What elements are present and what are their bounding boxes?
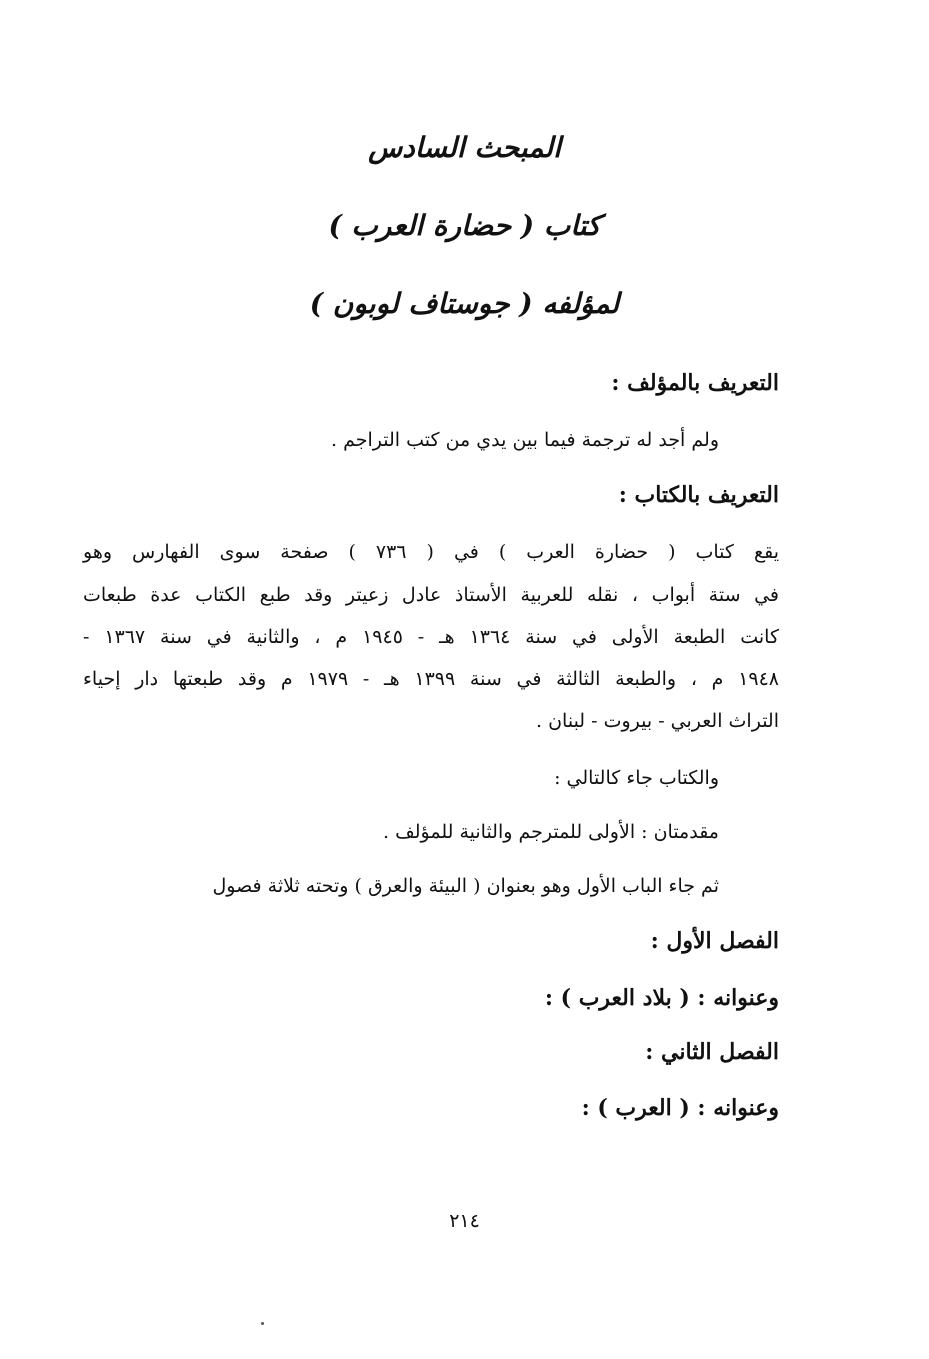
chapter-heading: الفصل الثاني : xyxy=(645,1039,779,1065)
chapter-title: وعنوانه : ( العرب ) : xyxy=(581,1095,779,1121)
author-intro-heading: التعريف بالمؤلف : xyxy=(611,370,779,396)
page-number: ٢١٤ xyxy=(449,1210,480,1232)
book-title: كتاب ( حضارة العرب ) xyxy=(328,209,601,242)
chapter-heading: الفصل الأول : xyxy=(650,928,779,954)
chapter-title: وعنوانه : ( بلاد العرب ) : xyxy=(544,985,779,1011)
structure-intro: والكتاب جاء كالتالي : xyxy=(554,767,719,789)
paragraph-line: كانت الطبعة الأولى في سنة ١٣٦٤ هـ - ١٩٤٥ م ، والثانية في سنة ١٣٦٧ - xyxy=(83,626,779,648)
scan-speck xyxy=(261,1322,264,1325)
paragraph-line: يقع كتاب ( حضارة العرب ) في ( ٧٣٦ ) صفحة سوى الفهارس وهو xyxy=(83,541,779,563)
book-intro-heading: التعريف بالكتاب : xyxy=(618,482,779,508)
paragraph-line: في ستة أبواب ، نقله للعربية الأستاذ عادل زعيتر وقد طبع الكتاب عدة طبعات xyxy=(83,584,779,606)
author-intro-text: ولم أجد له ترجمة فيما بين يدي من كتب التراجم . xyxy=(331,429,719,451)
section-title: المبحث السادس xyxy=(368,131,561,164)
paragraph-line: ١٩٤٨ م ، والطبعة الثالثة في سنة ١٣٩٩ هـ - ١٩٧٩ م وقد طبعتها دار إحياء xyxy=(83,668,780,690)
introductions-line: مقدمتان : الأولى للمترجم والثانية للمؤلف . xyxy=(383,821,719,843)
author-title: لمؤلفه ( جوستاف لوبون ) xyxy=(309,287,620,320)
paragraph-line: التراث العربي - بيروت - لبنان . xyxy=(536,710,779,732)
first-part-line: ثم جاء الباب الأول وهو بعنوان ( البيئة والعرق ) وتحته ثلاثة فصول xyxy=(212,875,719,897)
